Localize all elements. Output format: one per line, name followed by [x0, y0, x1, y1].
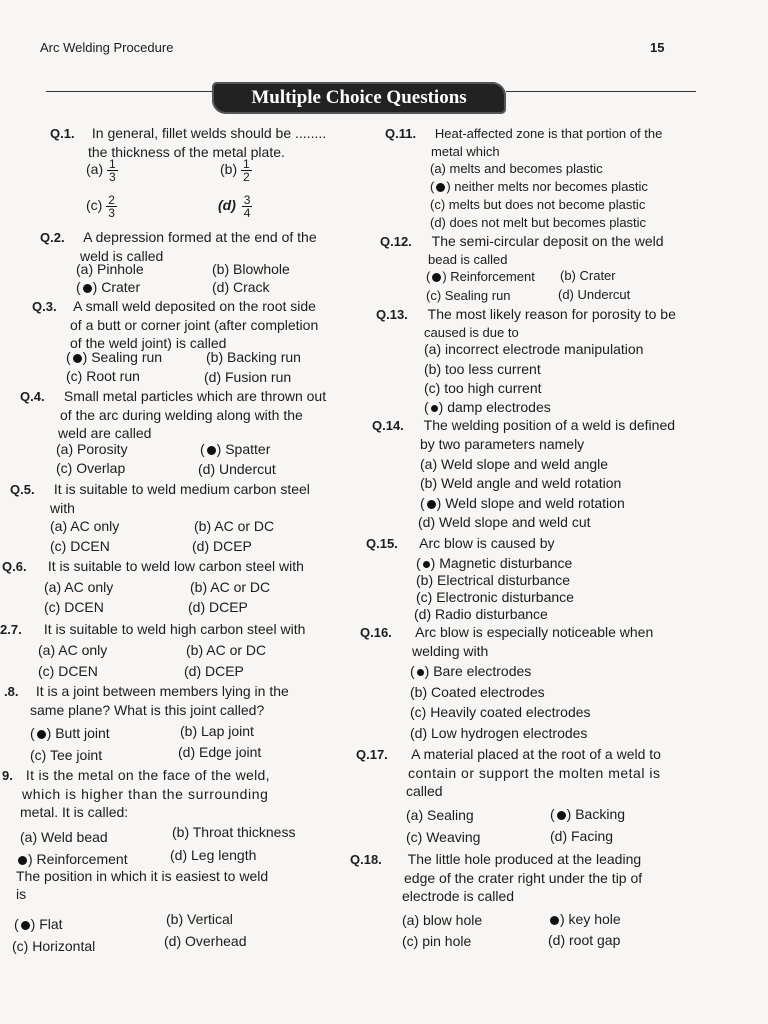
filled-bubble-icon [37, 730, 46, 739]
option-d: (d) Edge joint [178, 744, 262, 760]
question-number: Q.16. [360, 625, 392, 640]
question-text: Arc blow is caused by [419, 535, 555, 551]
section-title: Multiple Choice Questions [212, 82, 506, 114]
option-d: (d) Undercut [198, 461, 276, 477]
question-number: Q.13. [376, 307, 408, 322]
option-b-selected: ( ) neither melts nor becomes plastic [430, 179, 648, 194]
option-b: (b) AC or DC [190, 579, 271, 595]
option-d: (d) DCEP [192, 538, 252, 554]
option-a-selected: ( ) Reinforcement [426, 269, 535, 284]
option-a: (a) melts and becomes plastic [430, 161, 603, 176]
option-c: (c) DCEN [50, 538, 110, 554]
question-text: It is suitable to weld medium carbon steel [53, 481, 310, 497]
filled-bubble-icon [21, 921, 30, 930]
filled-bubble-icon [550, 916, 559, 925]
question-number: 2.7. [0, 622, 22, 637]
filled-bubble-icon [73, 354, 82, 363]
option-a: (a) Porosity [56, 441, 128, 457]
question-text: which is higher than the surrounding [22, 786, 269, 802]
option-c: (c) melts but does not become plastic [430, 197, 646, 212]
page-number: 15 [650, 40, 665, 55]
question-text: by two parameters namely [420, 436, 585, 452]
fraction: $\frac{2}{3}$ [108, 193, 115, 220]
fraction: $\frac{1}{3}$ [109, 157, 116, 184]
filled-bubble-icon [557, 811, 566, 820]
chapter-title: Arc Welding Procedure [40, 40, 174, 55]
option-c: (c) Horizontal [12, 938, 96, 954]
question-text: the thickness of the metal plate. [88, 144, 285, 160]
question-text: electrode is called [402, 888, 515, 904]
option-d: (d) Undercut [558, 287, 631, 302]
filled-bubble-icon [423, 561, 430, 568]
option-d: (d) Leg length [170, 847, 257, 863]
option-b: (b) Throat thickness [172, 824, 296, 840]
question-text: contain or support the molten metal is [408, 765, 661, 781]
filled-bubble-icon [417, 669, 424, 676]
question-1 [50, 124, 326, 161]
question-text: It is the metal on the face of the weld, [25, 767, 270, 783]
question-text: of the weld joint) is called [70, 335, 227, 351]
question-6 [2, 557, 304, 576]
question-4 [20, 387, 326, 442]
option-d: (d) Fusion run [204, 369, 292, 385]
option-b: (b) Lap joint [180, 723, 254, 739]
question-5 [10, 480, 310, 517]
handwritten-tick-mark: (d) [218, 197, 236, 214]
question-number: 9. [2, 768, 13, 783]
option-label: (b) [220, 161, 238, 178]
option-c: (c) Sealing run [426, 288, 511, 303]
question-text: The most likely reason for porosity to be [427, 306, 676, 322]
question-3 [32, 297, 318, 352]
option-d: (d) Crack [212, 279, 270, 295]
question-text: weld are called [58, 425, 152, 441]
question-15 [366, 534, 555, 553]
option-b: (b) Weld angle and weld rotation [420, 475, 622, 491]
option-c: (c) DCEN [38, 663, 98, 679]
option-d: (d) root gap [548, 932, 621, 948]
question-number: Q.2. [40, 230, 65, 245]
question-text: The little hole produced at the leading [407, 851, 642, 867]
question-13 [376, 305, 676, 342]
filled-bubble-icon [432, 273, 441, 282]
question-text: Small metal particles which are thrown out [63, 388, 327, 404]
question-text: called [406, 783, 443, 799]
option-a-selected: ( ) Sealing run [66, 349, 163, 365]
option-b: (b) Vertical [166, 911, 233, 927]
option-a: (a) Weld bead [20, 829, 108, 845]
question-number: Q.18. [350, 852, 382, 867]
option-c: (c) Root run [66, 368, 140, 384]
question-text: The position in which it is easiest to weld [16, 868, 269, 884]
question-text: metal. It is called: [20, 804, 129, 820]
option-d: (d) Low hydrogen electrodes [410, 725, 588, 741]
option-b: (b) Crater [560, 268, 616, 283]
question-14 [372, 416, 675, 453]
option-d: (d) DCEP [184, 663, 244, 679]
question-number: Q.14. [372, 418, 404, 433]
question-text: of a butt or corner joint (after completion [70, 317, 319, 333]
option-b-selected: ) key hole [548, 910, 621, 928]
question-number: Q.12. [380, 234, 412, 249]
question-text: A small weld deposited on the root side [73, 298, 316, 314]
fraction: $\frac{3}{4}$ [243, 193, 251, 220]
filled-bubble-icon [18, 856, 27, 865]
question-11 [385, 124, 662, 161]
question-number: Q.17. [356, 747, 388, 762]
question-text: Arc blow is especially noticeable when [415, 624, 654, 640]
option-b: (b) too less current [424, 361, 541, 377]
option-a-selected: ( ) Butt joint [30, 725, 110, 741]
option-c: (c) too high current [424, 380, 542, 396]
option-b: (b) Blowhole [212, 261, 290, 277]
option-a [86, 158, 118, 183]
question-18 [350, 850, 642, 905]
option-b-selected: ( ) Backing [550, 806, 626, 822]
option-a-selected: ( ) Flat [14, 916, 63, 932]
question-7 [0, 620, 305, 639]
question-text: same plane? What is this joint called? [30, 702, 265, 718]
option-c: (c) Tee joint [30, 747, 103, 763]
option-c: (c) Electronic disturbance [416, 589, 574, 605]
option-d: (d) Overhead [164, 933, 247, 949]
option-d: (d) Weld slope and weld cut [418, 514, 591, 530]
option-b: (b) Backing run [206, 349, 301, 365]
filled-bubble-icon [436, 183, 445, 192]
option-c [86, 194, 117, 219]
question-text: caused is due to [424, 325, 519, 340]
question-text: The welding position of a weld is defined [423, 417, 676, 433]
question-10 [16, 867, 268, 903]
option-a: (a) AC only [44, 579, 114, 595]
option-a: (a) AC only [38, 642, 108, 658]
option-a: (a) blow hole [402, 912, 483, 928]
filled-bubble-icon [83, 284, 92, 293]
question-text: The semi-circular deposit on the weld [431, 233, 664, 249]
option-c: (c) Heavily coated electrodes [410, 704, 591, 720]
option-a: (a) incorrect electrode manipulation [424, 341, 644, 357]
question-text: weld is called [80, 248, 164, 264]
option-d: (d) does not melt but becomes plastic [430, 215, 647, 230]
title-rule-right [506, 91, 696, 92]
question-text: metal which [431, 144, 500, 159]
filled-bubble-icon [431, 405, 438, 412]
option-c: (c) Overlap [56, 460, 126, 476]
option-d: (d) DCEP [188, 599, 248, 615]
question-16 [360, 623, 653, 660]
option-c-selected: ) Reinforcement [16, 850, 128, 868]
option-a-selected: ( ) Magnetic disturbance [416, 555, 573, 571]
option-d: (d) Facing [550, 828, 614, 844]
question-text: is [16, 886, 27, 902]
question-number: Q.11. [385, 126, 417, 141]
option-d-selected [218, 194, 252, 219]
question-number: Q.3. [32, 299, 57, 314]
question-text: of the arc during welding along with the [60, 407, 303, 423]
option-c: (c) DCEN [44, 599, 104, 615]
option-d-selected: ( ) damp electrodes [424, 399, 551, 415]
option-a: (a) AC only [50, 518, 120, 534]
option-c: (c) Weaving [406, 829, 481, 845]
question-9 [2, 766, 270, 821]
question-text: A depression formed at the end of the [83, 229, 317, 245]
fraction: $\frac{1}{2}$ [243, 157, 250, 184]
option-b: (b) AC or DC [194, 518, 275, 534]
question-text: In general, fillet welds should be ........ [91, 125, 327, 141]
question-number: Q.6. [2, 559, 27, 574]
option-c-selected: ( ) Weld slope and weld rotation [420, 495, 625, 511]
question-text: welding with [412, 643, 489, 659]
option-label: (c) [86, 197, 103, 214]
option-label: (a) [86, 161, 104, 178]
question-8 [4, 682, 289, 719]
question-number: .8. [4, 684, 19, 699]
option-b [220, 158, 252, 183]
question-text: It is suitable to weld high carbon steel with [43, 621, 306, 637]
question-17 [356, 745, 661, 800]
option-a: (a) Sealing [406, 807, 474, 823]
option-b-selected: ( ) Spatter [200, 441, 271, 457]
option-b: (b) AC or DC [186, 642, 267, 658]
question-number: Q.15. [366, 536, 398, 551]
question-text: It is a joint between members lying in the [35, 683, 289, 699]
filled-bubble-icon [207, 446, 216, 455]
option-a: (a) Pinhole [76, 261, 144, 277]
option-a: (a) Weld slope and weld angle [420, 456, 609, 472]
question-number: Q.1. [50, 126, 75, 141]
option-d: (d) Radio disturbance [414, 606, 548, 622]
option-c: (c) pin hole [402, 933, 472, 949]
question-text: edge of the crater right under the tip of [404, 870, 643, 886]
option-c-selected: ( ) Crater [76, 279, 141, 295]
question-number: Q.4. [20, 389, 45, 404]
question-text: with [50, 500, 75, 516]
question-text: bead is called [428, 252, 508, 267]
question-text: A material placed at the root of a weld to [411, 746, 661, 762]
option-a-selected: ( ) Bare electrodes [410, 663, 532, 679]
filled-bubble-icon [427, 500, 436, 509]
question-12 [380, 232, 664, 269]
question-text: Heat-affected zone is that portion of the [434, 126, 663, 141]
question-text: It is suitable to weld low carbon steel with [47, 558, 304, 574]
option-b: (b) Electrical disturbance [416, 572, 571, 588]
title-rule-left [46, 91, 212, 92]
option-b: (b) Coated electrodes [410, 684, 545, 700]
question-number: Q.5. [10, 482, 35, 497]
